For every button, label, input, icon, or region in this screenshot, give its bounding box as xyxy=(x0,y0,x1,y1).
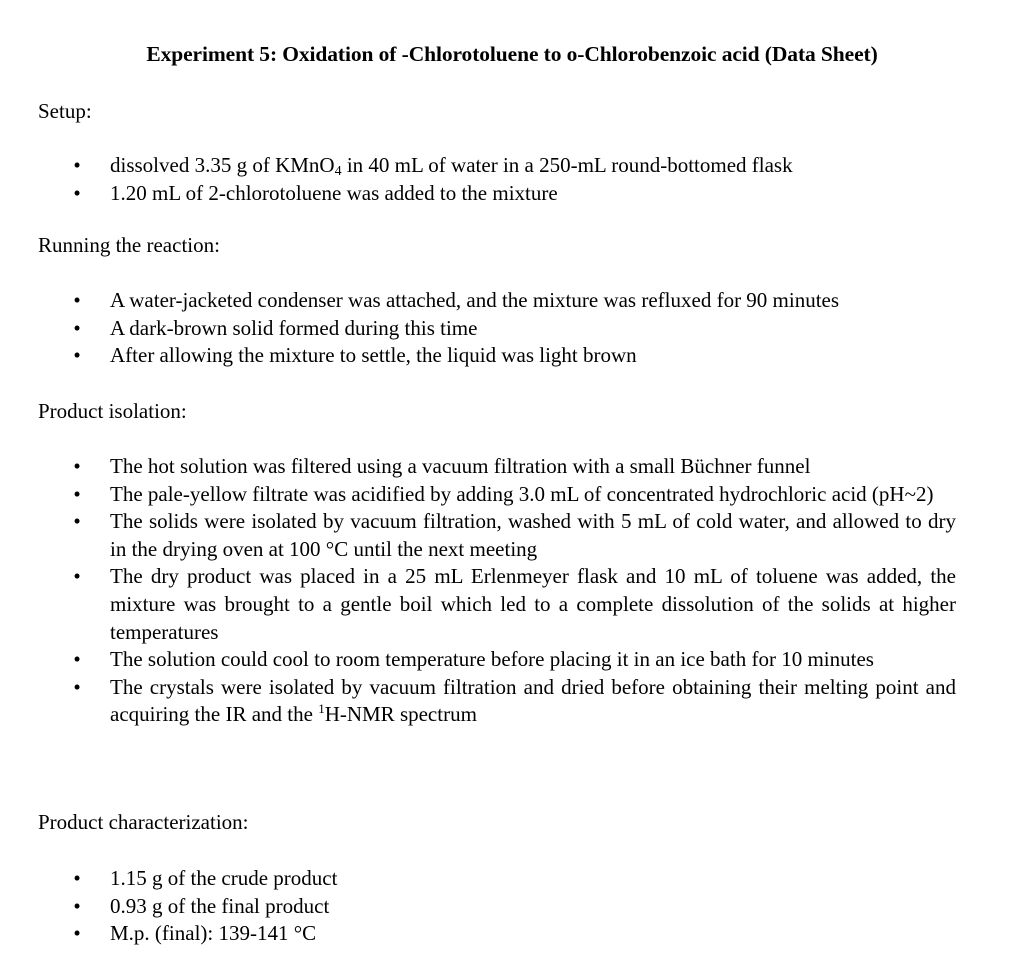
product-isolation-list xyxy=(0,453,1024,729)
list-item xyxy=(0,287,956,315)
list-item xyxy=(0,865,956,893)
bullet-icon: • xyxy=(73,454,81,478)
document-title: Experiment 5: Oxidation of -Chlorotoluene to o-Chlorobenzoic acid (Data Sheet) xyxy=(146,42,878,66)
bullet-icon: • xyxy=(73,893,81,918)
list-item xyxy=(0,315,956,343)
setup-list xyxy=(0,152,1024,207)
list-item-text: The dry product was placed in a 25 mL Erlenmeyer flask and 10 mL of toluene was added, the mixture was brought to a gentle boil which led to a complete dissolution of the solids at higher temperatures xyxy=(110,564,956,644)
list-item-text: The solids were isolated by vacuum filtration, washed with 5 mL of cold water, and allowed to dry in the drying oven at 100 °C until the next meeting xyxy=(110,509,956,561)
list-item xyxy=(0,563,956,646)
list-item-text: 1.20 mL of 2-chlorotoluene was added to the mixture xyxy=(110,180,558,205)
section-heading-product-characterization: Product characterization: xyxy=(38,810,249,834)
section-heading-running-reaction: Running the reaction: xyxy=(38,233,220,257)
product-characterization-list xyxy=(0,865,1024,948)
list-item-text: The solution could cool to room temperature before placing it in an ice bath for 10 minutes xyxy=(110,647,874,672)
bullet-icon: • xyxy=(73,647,81,672)
list-item xyxy=(0,180,956,208)
section-heading-setup: Setup: xyxy=(38,99,92,123)
bullet-icon: • xyxy=(73,921,81,946)
bullet-icon: • xyxy=(73,866,81,890)
list-item xyxy=(0,893,956,921)
list-item xyxy=(0,920,956,948)
section-heading-product-isolation: Product isolation: xyxy=(38,399,187,423)
list-item-text: The pale-yellow filtrate was acidified by adding 3.0 mL of concentrated hydrochloric acid (pH~2) xyxy=(110,481,934,506)
list-item xyxy=(0,674,956,729)
list-item-text: The crystals were isolated by vacuum filtration and dried before obtaining their melting point and acquiring the IR and the $^1$H-NMR spectrum xyxy=(110,674,956,727)
bullet-icon: • xyxy=(73,315,81,340)
list-item xyxy=(0,481,956,509)
bullet-icon: • xyxy=(73,481,81,506)
list-item xyxy=(0,152,956,180)
list-item-text: 0.93 g of the final product xyxy=(110,893,330,918)
list-item xyxy=(0,508,956,563)
running-reaction-list xyxy=(0,287,1024,370)
list-item-text: dissolved 3.35 g of KMnO$_4$ in 40 mL of water in a 250-mL round-bottomed flask xyxy=(110,153,793,179)
list-item-text: A dark-brown solid formed during this time xyxy=(110,315,478,340)
list-item-text: 1.15 g of the crude product xyxy=(110,866,338,890)
bullet-icon: • xyxy=(73,564,81,589)
list-item-text: M.p. (final): 139-141 °C xyxy=(110,921,317,946)
bullet-icon: • xyxy=(73,153,81,177)
bullet-icon: • xyxy=(73,509,81,534)
list-item xyxy=(0,646,956,674)
bullet-icon: • xyxy=(73,180,81,205)
list-item-text: After allowing the mixture to settle, the liquid was light brown xyxy=(110,343,637,368)
bullet-icon: • xyxy=(73,674,81,699)
bullet-icon: • xyxy=(73,343,81,368)
list-item-text: The hot solution was filtered using a vacuum filtration with a small Büchner funnel xyxy=(110,454,811,478)
list-item xyxy=(0,342,956,370)
bullet-icon: • xyxy=(73,288,81,312)
list-item xyxy=(0,453,956,481)
list-item-text: A water-jacketed condenser was attached, and the mixture was refluxed for 90 minutes xyxy=(110,288,840,312)
